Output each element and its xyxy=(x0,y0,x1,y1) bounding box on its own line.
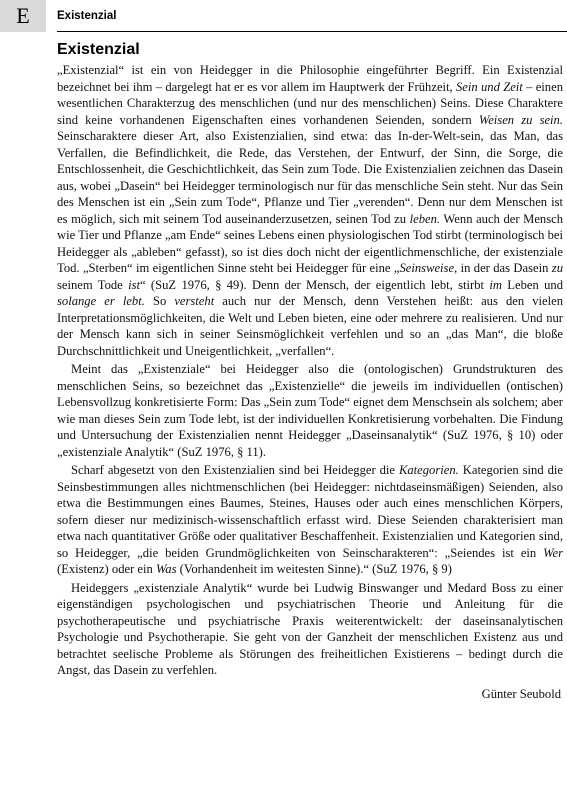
section-letter: E xyxy=(16,3,30,28)
body-paragraph xyxy=(57,361,563,460)
italic-text-run: Was xyxy=(155,562,177,576)
running-head: Existenzial xyxy=(57,10,117,22)
text-run: „Existenzial“ ist ein von Heidegger in die Philosophie eingeführter Begriff. Ein Existenzial bezeichnet bei ihm – dargelegt hat er es vor allem im Hauptwerk der Frühzeit, xyxy=(57,63,563,94)
text-run: Meint das „Existenziale“ bei Heidegger also die (ontologischen) Grundstrukturen des menschlichen Seins, so bezeichnet das „Existenzielle“ die jeweils im individuellen (ontischen) Lebensvollzug konkretisierte Form: Das „Sein zum Tode“ eignet dem Menschsein als solchem; aber wie man dieses Sein zum Tode lebt, ist der individuellen Konkretisierung vorbehalten. Die Findung und Untersuchung der Existenzialien nennt Heidegger „Daseinsanalytik“ (SuZ 1976, § 10) oder „existenziale Analytik“ (SuZ 1976, § 11). xyxy=(57,362,563,459)
text-run: Scharf abgesetzt von den Existenzialien sind bei Heidegger die xyxy=(71,463,399,477)
italic-text-run: Weisen zu sein. xyxy=(478,112,563,127)
italic-text-run: versteht xyxy=(174,294,215,308)
text-run: “ (SuZ 1976, § 49). Denn der Mensch, der eigentlich lebt, stirbt xyxy=(140,277,490,292)
entry-title: Existenzial xyxy=(57,41,140,58)
text-run: So xyxy=(144,294,175,308)
text-run: Leben und xyxy=(501,277,563,292)
text-run: , in der das Dasein xyxy=(454,261,552,275)
text-run: Heideggers „existenziale Analytik“ wurde bei Ludwig Binswanger und Medard Boss zu einer eigenständigen psychologischen und psychiatrischen Theorie und Anleitung für die psychotherapeutische und psychiatrische Praxis weiterentwickelt: der daseinsanalytischen Psychologie und Psychotherapie. Sie geht von der Ganzheit der menschlichen Existenz aus und betrachtet seelische Probleme als Störungen des freiheitlichen Existierens – bedingt durch die Angst, das Dasein zu verfehlen. xyxy=(57,580,563,677)
text-run: (Existenz) oder ein xyxy=(57,562,156,576)
entry-body xyxy=(57,40,563,702)
italic-text-run: zu xyxy=(551,261,563,275)
body-paragraph xyxy=(57,462,563,578)
text-run: Seinscharaktere dieser Art, also Existenzialien, sind etwa: das In-der-Welt-sein, das Man, das Verfallen, die Befindlichkeit, die Rede, das Verstehen, der Entwurf, der Sinn, die Sorge, die Entschlossenheit, die Geschichtlichkeit, das Sein zum Tode. Die Existenzialien zeichnen das Dasein aus, wobei „Dasein“ bei Heidegger terminologisch nur für das menschliche Sein steht. Nur das Sein des Menschen ist ein „Sein zum Tode“, Pflanze und Tier „verenden“. Denn nur dem Menschen ist es möglich, sich mit seinem Tod auseinanderzusetzen, seinen Tod zu xyxy=(57,129,563,226)
italic-text-run: leben. xyxy=(409,211,441,226)
text-run: Wenn auch der Mensch wie Tier und Pflanze „am Ende“ seines Lebens einen physiologischen Tod stirbt (terminologisch bei Heidegger als „ableben“ gefasst), so ist dies doch nicht der eigentlichmenschliche, der existenziale Tod. „Sterben“ im eigentlichen Sinne steht bei Heidegger für eine „ xyxy=(57,211,563,275)
section-letter-tab xyxy=(0,0,46,32)
italic-text-run: Wer xyxy=(543,545,563,560)
entry-paragraphs xyxy=(57,62,563,679)
text-run: seinem Tode xyxy=(57,277,129,292)
italic-text-run: Sein und Zeit xyxy=(456,79,523,94)
italic-text-run: ist xyxy=(128,277,141,292)
italic-text-run: im xyxy=(489,277,502,292)
header-rule xyxy=(57,31,567,32)
body-paragraph xyxy=(57,580,563,679)
text-run: Kategorien sind die Seinsbestimmungen alles nichtmenschlichen (bei Heidegger: nichtdaseinsmäßigen) Seienden, also etwa die Bestimmungen eines Baumes, Steines, Hauses oder auch eines menschlichen Körpers, sofern dieser nur medizinisch-wissenschaftlich erfasst wird. Diese Seienden charakterisiert man etwa nach quantitativer Größe oder qualitativer Beschaffenheit. Existenzialien und Kategorien sind, so Heidegger, „die beiden Grundmöglichkeiten von Seinscharakteren“: „Seiendes ist ein xyxy=(57,463,563,560)
body-paragraph xyxy=(57,62,563,359)
text-run: (Vorhandenheit im weitesten Sinne).“ (SuZ 1976, § 9) xyxy=(176,562,452,576)
italic-text-run: Seinsweise xyxy=(399,261,455,275)
italic-text-run: solange er lebt. xyxy=(57,294,145,308)
text-run: auch nur der Mensch, denn Verstehen heißt: aus den vielen Interpretationsmöglichkeiten, die Welt und Leben bieten, eine oder mehrere zu realisieren. Und nur der Mensch kann sich in seiner Seinsmöglichkeit verfehlen und so an „das Man“, die bloße Durchschnittlichkeit und Uneigentlichkeit, „verfallen“. xyxy=(57,294,563,358)
author-signature: Günter Seubold xyxy=(481,686,561,701)
italic-text-run: Kategorien. xyxy=(398,463,459,477)
text-run: – einen wesentlichen Charakterzug des menschlichen (und nur des menschlichen) Seins. Diese Charaktere sind keine vorhandenen Eigenschaften eines vorhandenen Seienden, sondern xyxy=(57,79,563,127)
